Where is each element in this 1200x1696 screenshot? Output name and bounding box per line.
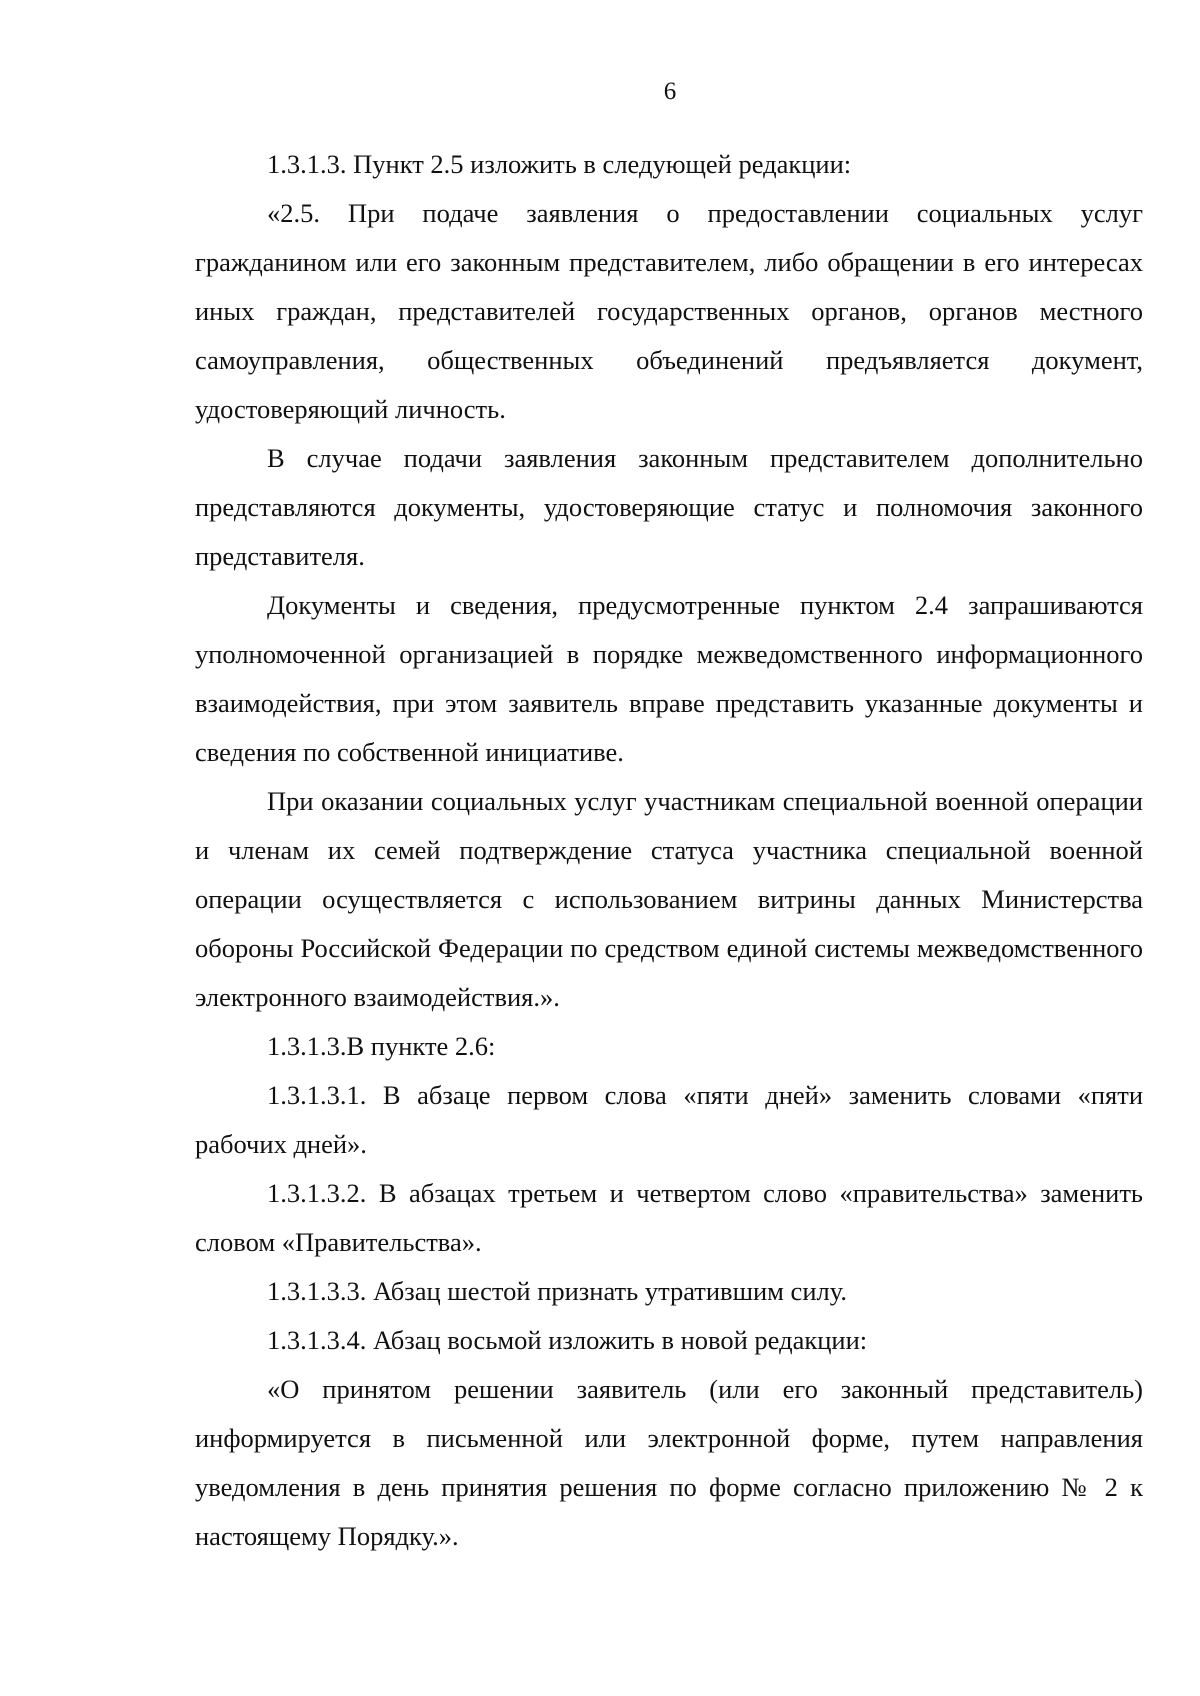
paragraph-amendment-2-5-heading: 1.3.1.3. Пункт 2.5 изложить в следующей редакции: [267,149,852,179]
paragraph-2-6-3: 1.3.1.3.3. Абзац шестой признать утратившим силу. [267,1276,847,1306]
paragraph-2-5-text: «2.5. При подаче заявления о предоставлении социальных услуг гражданином или его законным представителем, либо обращении в его интересах иных граждан, представителей государственных органов, органов местного самоуправления, общественных объединений предъявляется документ, удостоверяющий личность. [195,198,1143,424]
document-body [195,140,1143,1561]
paragraph-legal-representative: В случае подачи заявления законным представителем дополнительно представляются документы, удостоверяющие статус и полномочия законного представителя. [195,443,1143,571]
paragraph-2-6-4: 1.3.1.3.4. Абзац восьмой изложить в новой редакции: [267,1325,868,1355]
paragraph-decision-notice: «О принятом решении заявитель (или его законный представитель) информируется в письменной или электронной форме, путем направления уведомления в день принятия решения по форме согласно приложению № 2 к настоящему Порядку.». [195,1374,1143,1551]
page-number: 6 [663,78,677,105]
paragraph-documents-requested: Документы и сведения, предусмотренные пунктом 2.4 запрашиваются уполномоченной организацией в порядке межведомственного информационного взаимодействия, при этом заявитель вправе представить указанные документы и сведения по собственной инициативе. [195,590,1143,767]
paragraph-2-6-2: 1.3.1.3.2. В абзацах третьем и четвертом слово «правительства» заменить словом «Правительства». [195,1178,1143,1257]
paragraph-2-6-heading: 1.3.1.3.В пункте 2.6: [267,1031,496,1061]
paragraph-2-6-1: 1.3.1.3.1. В абзаце первом слова «пяти дней» заменить словами «пяти рабочих дней». [195,1080,1143,1159]
paragraph-military-operation: При оказании социальных услуг участникам специальной военной операции и членам их семей подтверждение статуса участника специальной военной операции осуществляется с использованием витрины данных Министерства обороны Российской Федерации по средством единой системы межведомственного электронного взаимодействия.». [195,786,1143,1012]
